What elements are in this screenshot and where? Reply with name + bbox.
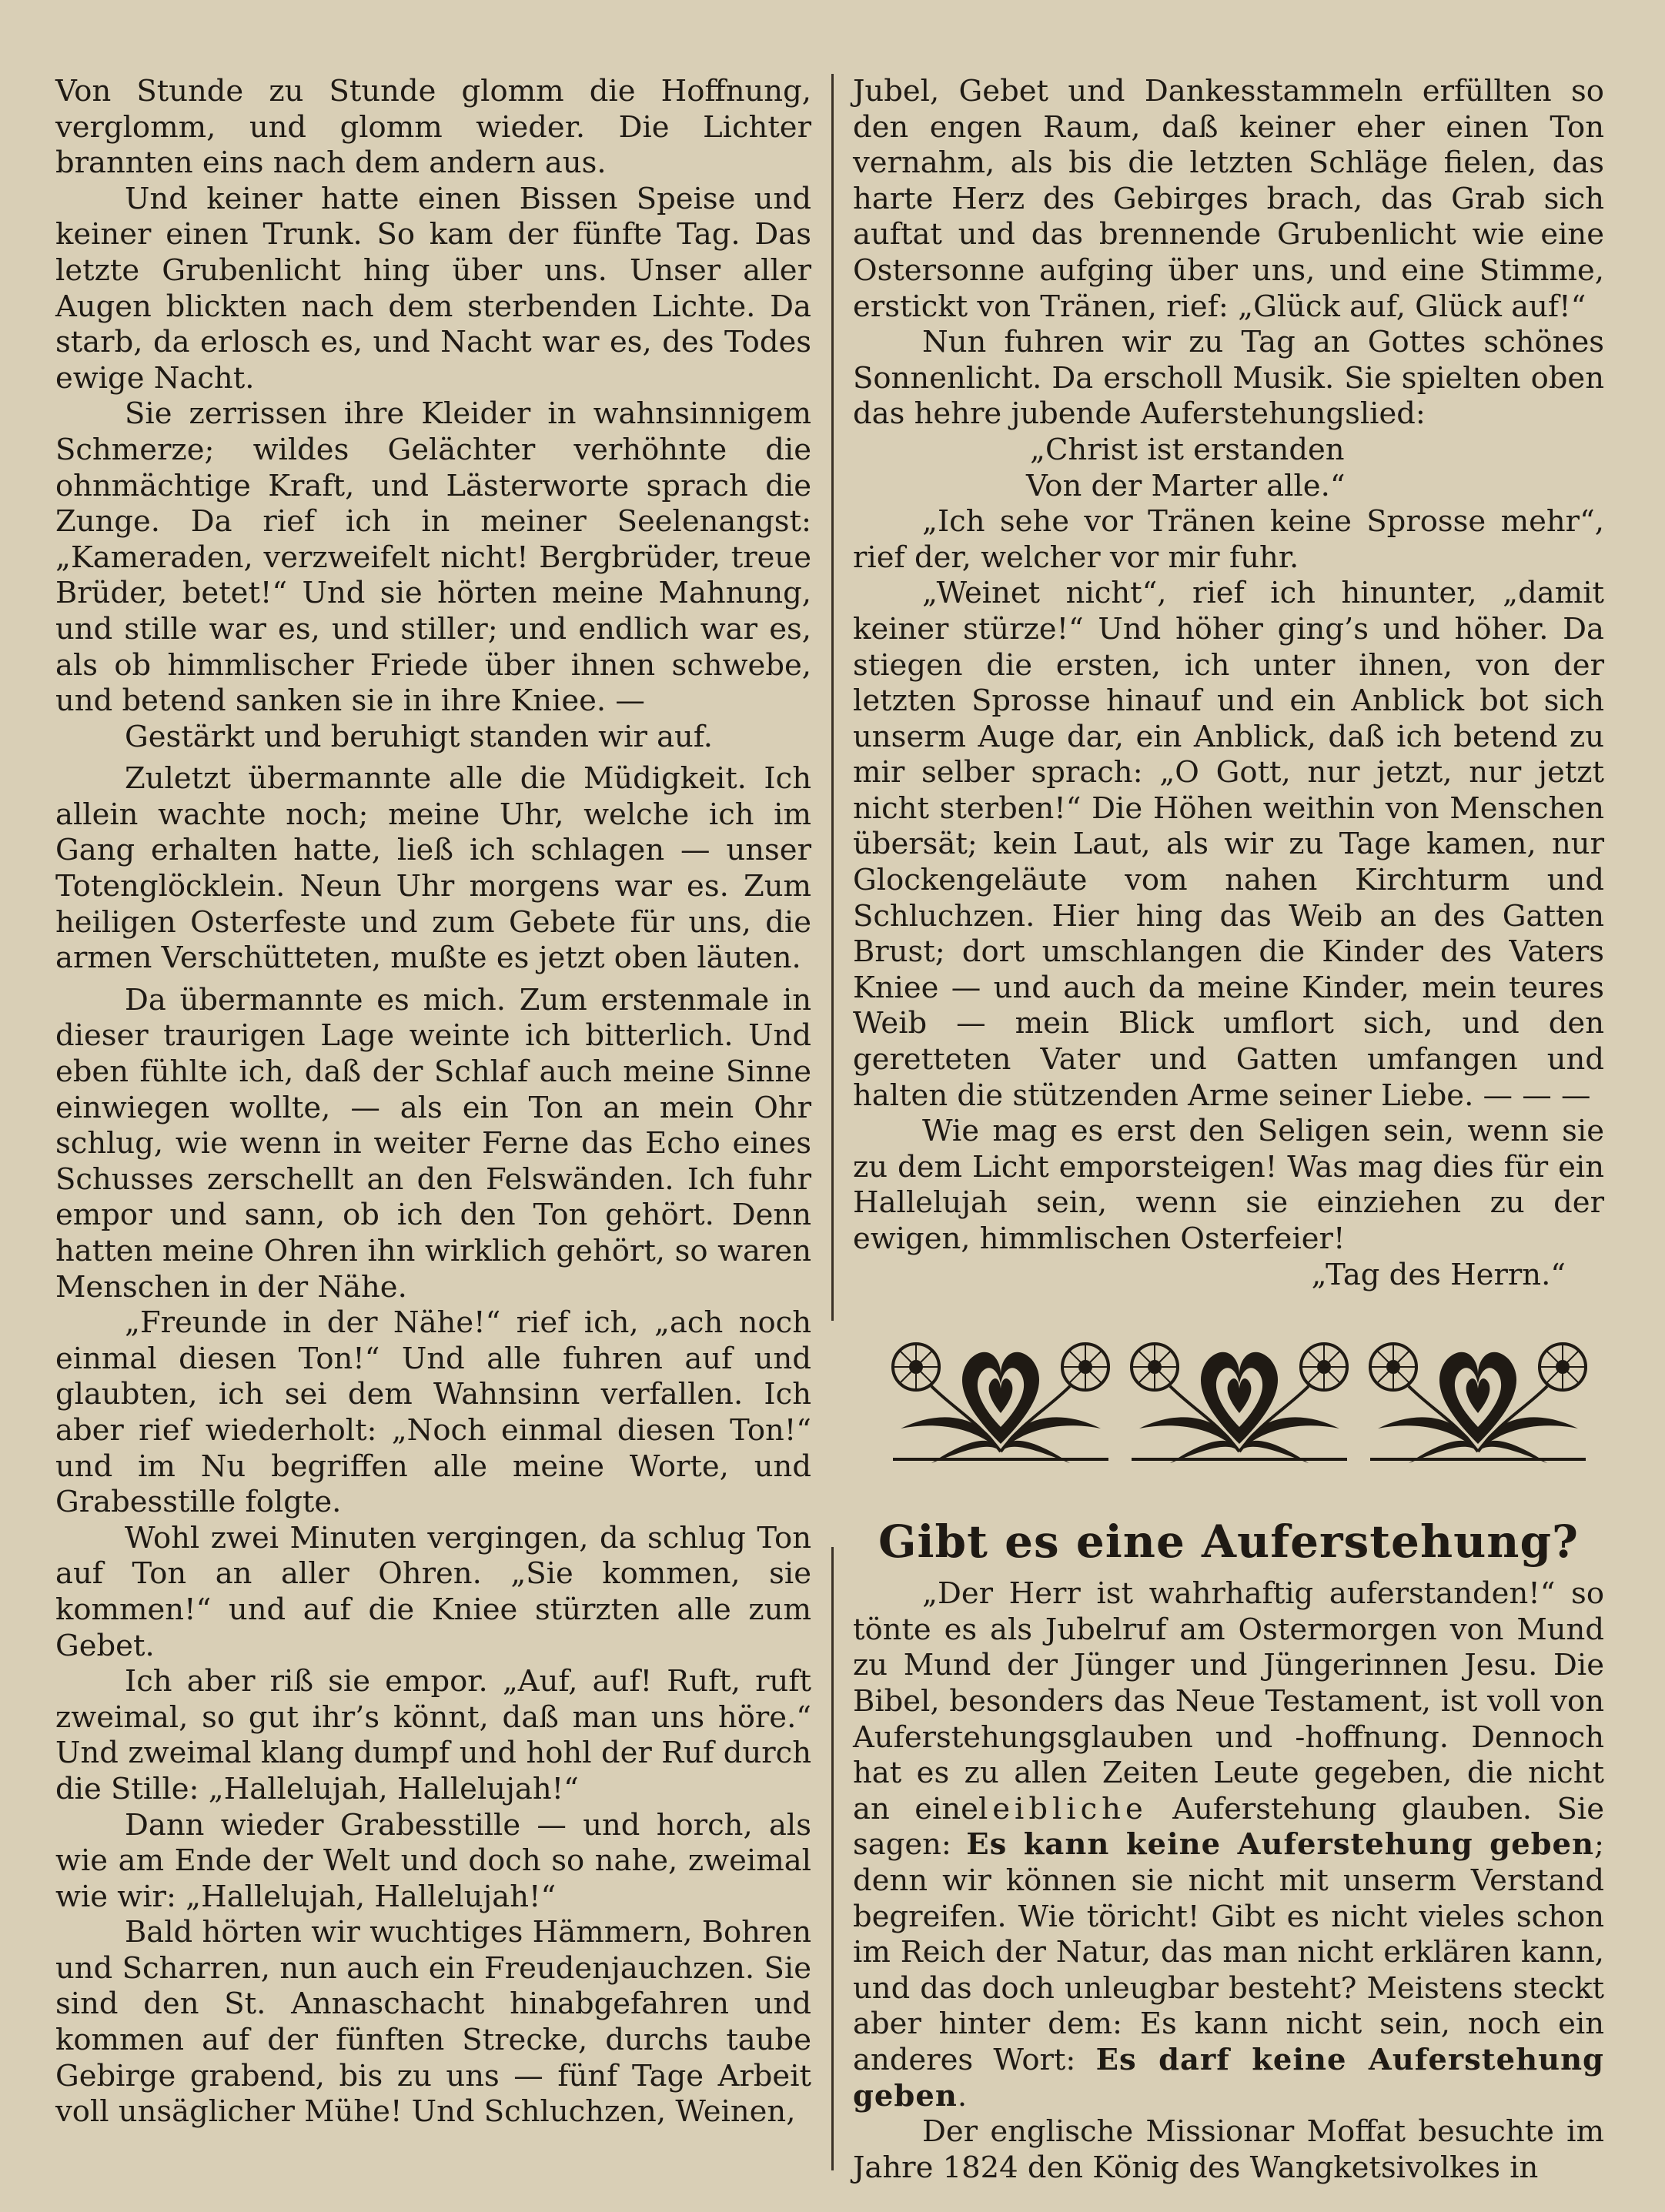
bold-phrase: Es darf keine Auferstehung geben — [853, 2042, 1604, 2113]
paragraph: Ich aber riß sie empor. „Auf, auf! Ruft, ruft zweimal, so gut ihr’s könnt, daß man uns höre.“ Und zweimal klang dumpf und hohl der Ruf durch die Stille: „Hallelujah, Hallelujah!“ — [55, 1664, 811, 1806]
text-run: ; denn wir können sie nicht mit unserm Verstand begreifen. Wie töricht! Gibt es nicht vieles schon im Reich der Natur, das man nicht erklären kann, und das doch unleugbar besteht? Meistens steckt aber hinter dem: Es kann nicht sein, noch ein anderes Wort: — [853, 1827, 1604, 2077]
hymn-verse-line: Von der Marter alle.“ — [1026, 468, 1346, 503]
right-column — [853, 74, 1604, 2186]
paragraph: Gestärkt und beruhigt standen wir auf. — [125, 719, 713, 754]
text-run: Auferstehung glauben. Sie sagen: — [853, 1791, 1604, 1863]
paragraph: „Ich sehe vor Tränen keine Sprosse mehr“, rief der, welcher vor mir fuhr. — [853, 504, 1604, 575]
paragraph: Da übermannte es mich. Zum erstenmale in dieser traurigen Lage weinte ich bitterlich. Und eben fühlte ich, daß der Schlaf auch meine Sinne einwiegen wollte, — als ein Ton an mein Ohr schlug, wie wenn in weiter Ferne das Echo eines Schusses zerschellt an den Felswänden. Ich fuhr empor und sann, ob ich den Ton gehört. Denn hatten meine Ohren ihn wirklich gehört, so waren Menschen in der Nähe. — [55, 982, 811, 1305]
paragraph: Nun fuhren wir zu Tag an Gottes schönes Sonnenlicht. Da erscholl Musik. Sie spielten oben das hehre jubende Auferstehungslied: — [853, 325, 1604, 432]
paragraph: Von Stunde zu Stunde glomm die Hoffnung, verglomm, und glomm wieder. Die Lichter brannten eins nach dem andern aus. — [55, 74, 811, 181]
paragraph: Dann wieder Grabesstille — und horch, als wie am Ende der Welt und doch so nahe, zweimal wie wir: „Hallelujah, Hallelujah!“ — [55, 1807, 811, 1914]
paragraph: Sie zerrissen ihre Kleider in wahnsinnigem Schmerze; wildes Gelächter verhöhnte die ohnmächtige Kraft, und Lästerworte sprach die Zunge. Da rief ich in meiner Seelenangst: „Kameraden, verzweifelt nicht! Bergbrüder, treue Brüder, betet!“ Und sie hörten meine Mahnung, und stille war es, und stiller; und endlich war es, als ob himmlischer Friede über ihnen schwebe, und betend sanken sie in ihre Kniee. — — [55, 396, 811, 719]
paragraph: Zuletzt übermannte alle die Müdigkeit. Ich allein wachte noch; meine Uhr, welche ich im Gang erhalten hatte, ließ ich schlagen — unser Totenglöcklein. Neun Uhr morgens war es. Zum heiligen Osterfeste und zum Gebete für uns, die armen Verschütteten, mußte es jetzt oben läuten. — [55, 761, 811, 976]
paragraph: Der englische Missionar Moffat besuchte im Jahre 1824 den König des Wangketsivolkes in — [853, 2114, 1604, 2185]
paragraph — [853, 1576, 1604, 2114]
emphasized-word: leibliche — [978, 1791, 1148, 1826]
text-run: „Der Herr ist wahrhaftig auferstanden!“ so tönte es als Jubelruf am Ostermorgen von Mund zu Mund der Jünger und Jüngerinnen Jesu. Die Bibel, besonders das Neue Testament, ist voll von Auferstehungsglauben und -hoffnung. Dennoch hat es zu allen Zeiten Leute gegeben, die nicht an eine — [853, 1576, 1604, 1826]
paragraph: „Freunde in der Nähe!“ rief ich, „ach noch einmal diesen Ton!“ Und alle fuhren auf und glaubten, ich sei dem Wahnsinn verfallen. Ich aber rief wiederholt: „Noch einmal diesen Ton!“ und im Nu begriffen alle meine Worte, und Grabesstille folgte. — [55, 1305, 811, 1520]
hymn-verse-line: „Christ ist erstanden — [1030, 432, 1345, 467]
left-column — [55, 74, 811, 2130]
floral-ornament-icon — [885, 1336, 1593, 1467]
column-divider-bottom — [831, 1547, 834, 2170]
bold-phrase: Es kann keine Auferstehung geben — [966, 1827, 1594, 1863]
paragraph: Und keiner hatte einen Bissen Speise und keiner einen Trunk. So kam der fünfte Tag. Das letzte Grubenlicht hing über uns. Unser aller Augen blickten nach dem sterbenden Lichte. Da starb, da erlosch es, und Nacht war es, des Todes ewige Nacht. — [55, 181, 811, 396]
paragraph: Wohl zwei Minuten vergingen, da schlug Ton auf Ton an aller Ohren. „Sie kommen, sie kommen!“ und auf die Kniee stürzten alle zum Gebet. — [55, 1520, 811, 1663]
paragraph: Jubel, Gebet und Dankesstammeln erfüllten so den engen Raum, daß keiner eher einen Ton vernahm, als bis die letzten Schläge fielen, das harte Herz des Gebirges brach, das Grab sich auftat und das brennende Grubenlicht wie eine Ostersonne aufging über uns, und eine Stimme, erstickt von Tränen, rief: „Glück auf, Glück auf!“ — [853, 74, 1604, 324]
paragraph: Bald hörten wir wuchtiges Hämmern, Bohren und Scharren, nun auch ein Freudenjauchzen. Sie sind den St. Annaschacht hinabgefahren und kommen auf der fünften Strecke, durchs taube Gebirge grabend, bis zu uns — fünf Tage Arbeit voll unsäglicher Mühe! Und Schluchzen, Weinen, — [55, 1915, 811, 2130]
text-run: . — [957, 2078, 968, 2113]
column-divider-top — [831, 74, 834, 1321]
article-headline: Gibt es eine Auferstehung? — [878, 1515, 1580, 1569]
paragraph: „Weinet nicht“, rief ich hinunter, „damit keiner stürze!“ Und höher ging’s und höher. Da stiegen die ersten, ich unter ihnen, von der letzten Sprosse hinauf und ein Anblick bot sich unserm Auge dar, ein Anblick, daß ich betend zu mir selber sprach: „O Gott, nur jetzt, nur jetzt nicht sterben!“ Die Höhen weithin von Menschen übersät; kein Laut, als wir zu Tage kamen, nur Glockengeläute vom nahen Kirchturm und Schluchzen. Hier hing das Weib an des Gatten Brust; dort umschlangen die Kinder des Vaters Kniee — und auch da meine Kinder, mein teures Weib — mein Blick umflort sich, und den geretteten Vater und Gatten umfangen und halten die stützenden Arme seiner Liebe. — — — — [853, 576, 1604, 1113]
source-signature: „Tag des Herrn.“ — [1311, 1257, 1566, 1292]
paragraph: Wie mag es erst den Seligen sein, wenn sie zu dem Licht emporsteigen! Was mag dies für ein Hallelujah sein, wenn sie einziehen zu der ewigen, himmlischen Osterfeier! — [853, 1114, 1604, 1256]
